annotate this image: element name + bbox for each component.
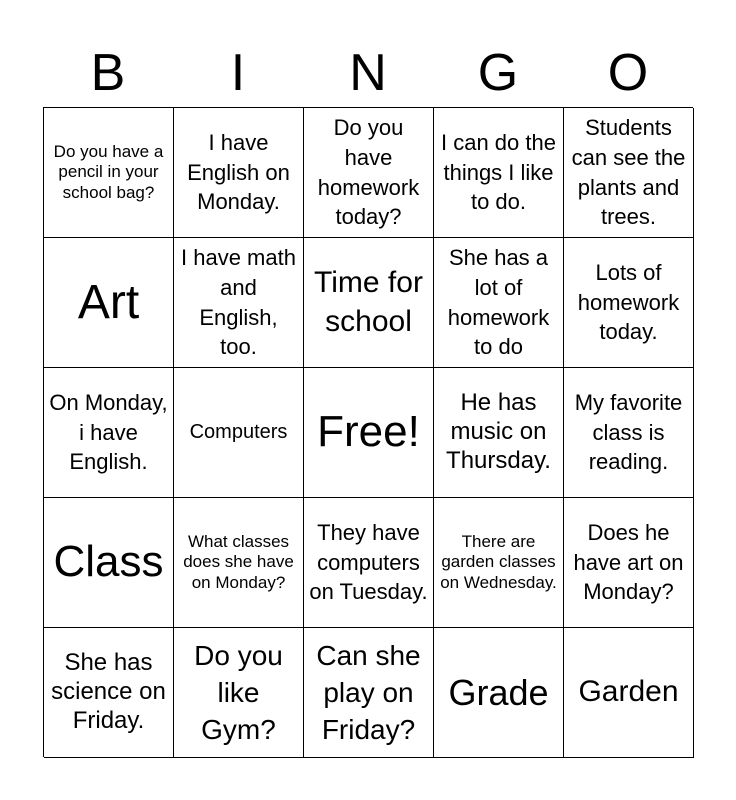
bingo-cell-r2c3[interactable]: Time for school bbox=[304, 238, 434, 368]
bingo-cell-r1c4[interactable]: I can do the things I like to do. bbox=[434, 108, 564, 238]
bingo-cell-r5c3[interactable]: Can she play on Friday? bbox=[304, 628, 434, 758]
bingo-cell-r3c2[interactable]: Computers bbox=[174, 368, 304, 498]
bingo-header bbox=[43, 38, 693, 108]
bingo-cell-r2c1[interactable]: Art bbox=[44, 238, 174, 368]
header-letter-i: I bbox=[230, 44, 246, 102]
bingo-cell-r5c5[interactable]: Garden bbox=[564, 628, 694, 758]
bingo-cell-r2c2[interactable]: I have math and English, too. bbox=[174, 238, 304, 368]
bingo-cell-r4c1[interactable]: Class bbox=[44, 498, 174, 628]
bingo-cell-r4c3[interactable]: They have computers on Tuesday. bbox=[304, 498, 434, 628]
bingo-card-grid bbox=[43, 107, 693, 757]
bingo-cell-r1c5[interactable]: Students can see the plants and trees. bbox=[564, 108, 694, 238]
header-letter-g: G bbox=[477, 44, 519, 102]
bingo-cell-r5c4[interactable]: Grade bbox=[434, 628, 564, 758]
bingo-cell-r1c2[interactable]: I have English on Monday. bbox=[174, 108, 304, 238]
bingo-cell-r5c2[interactable]: Do you like Gym? bbox=[174, 628, 304, 758]
bingo-cell-r4c4[interactable]: There are garden classes on Wednesday. bbox=[434, 498, 564, 628]
bingo-cell-free[interactable]: Free! bbox=[304, 368, 434, 498]
bingo-cell-r2c4[interactable]: She has a lot of homework to do bbox=[434, 238, 564, 368]
header-letter-o: O bbox=[607, 44, 649, 102]
bingo-cell-r3c1[interactable]: On Monday, i have English. bbox=[44, 368, 174, 498]
bingo-cell-r1c3[interactable]: Do you have homework today? bbox=[304, 108, 434, 238]
bingo-cell-r1c1[interactable]: Do you have a pencil in your school bag? bbox=[44, 108, 174, 238]
header-letter-b: B bbox=[90, 44, 126, 102]
header-letter-n: N bbox=[349, 44, 387, 102]
bingo-cell-r2c5[interactable]: Lots of homework today. bbox=[564, 238, 694, 368]
bingo-cell-r4c5[interactable]: Does he have art on Monday? bbox=[564, 498, 694, 628]
bingo-cell-r3c4[interactable]: He has music on Thursday. bbox=[434, 368, 564, 498]
bingo-cell-r5c1[interactable]: She has science on Friday. bbox=[44, 628, 174, 758]
bingo-cell-r4c2[interactable]: What classes does she have on Monday? bbox=[174, 498, 304, 628]
bingo-cell-r3c5[interactable]: My favorite class is reading. bbox=[564, 368, 694, 498]
